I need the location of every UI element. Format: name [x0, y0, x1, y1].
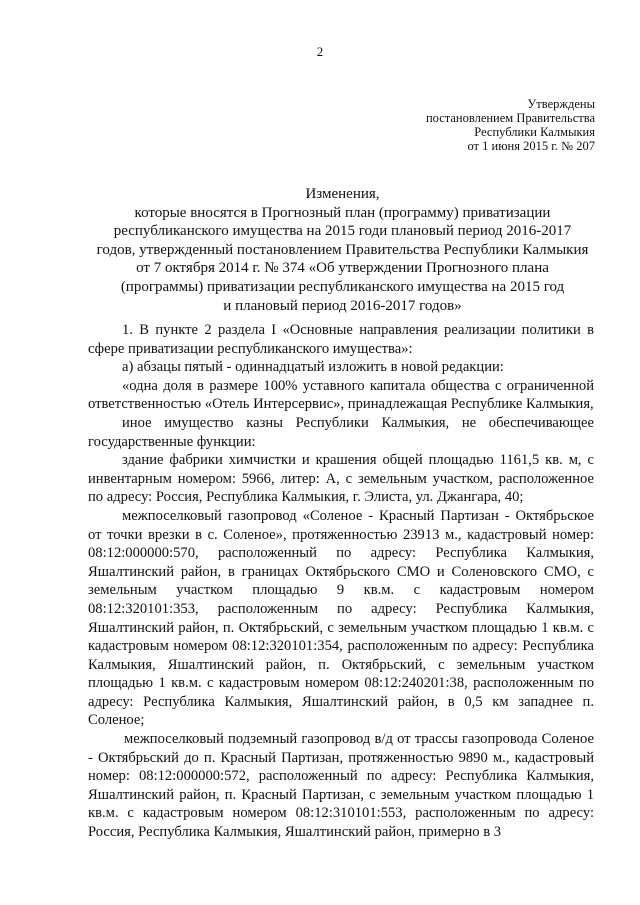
title-line: от 7 октября 2014 г. № 374 «Об утверждении Прогнозного плана	[136, 260, 549, 277]
page-number: 2	[316, 44, 324, 59]
paragraph: «одна доля в размере 100% уставного капитала общества с ограниченной ответственностью «Отель Интерсервис», принадлежащая Республике Калмыкия,	[88, 377, 594, 413]
paragraph: межпоселковый подземный газопровод в/д от трассы газопровода Соленое - Октябрьский до п. Красный Партизан, протяженностью 9890 м., кадастровый номер: 08:12:000000:572, расположенный по адресу: Республика Калмыкия, Яшалтинский район, п. Красный Партизан, с земельным участком площадью 1 кв.м. с кадастровым номером 08:12:310101:553, расположенным по адресу: Россия, Республика Калмыкия, Яшалтинский район, примерно в 3	[88, 731, 594, 841]
paragraph: иное имущество казны Республики Калмыкия, не обеспечивающее государственные функции:	[88, 414, 594, 450]
paragraph: а) абзацы пятый - одиннадцатый изложить в новой редакции:	[122, 359, 504, 376]
approval-line: Утверждены	[527, 97, 595, 111]
document-title	[95, 185, 590, 315]
approval-line: от 1 июня 2015 г. № 207	[467, 139, 595, 153]
title-line: республиканского имущества на 2015 годи плановый период 2016-2017	[113, 223, 572, 240]
approval-line: Республики Калмыкия	[474, 125, 595, 139]
document-body	[88, 321, 594, 842]
paragraph: 1. В пункте 2 раздела I «Основные направления реализации политики в сфере приватизации республиканского имущества»:	[88, 322, 594, 357]
title-line: годов, утвержденный постановлением Правительства Республики Калмыкия	[96, 241, 589, 258]
paragraph: межпоселковый газопровод «Соленое - Красный Партизан - Октябрьское от точки врезки в с. Соленое», протяженностью 23913 м., кадастровый номер: 08:12:000000:570, расположенный по адресу: Республика Калмыкия, Яшалтинский район, в границах Октябрьского СМО и Соленовского СМО, с земельным участком площадью 9 кв.м. с кадастровым номером 08:12:320101:353, расположенным по адресу: Республика Калмыкия, Яшалтинский район, п. Октябрьский, с земельным участком площадью 1 кв.м. с кадастровым номером 08:12:320101:354, расположенным по адресу: Республика Калмыкия, Яшалтинский район, п. Октябрьский, с земельным участком площадью 1 кв.м. с кадастровым номером 08:12:240201:38, расположенным по адресу: Республика Калмыкия, Яшалтинский район, в 0,5 км западнее п. Соленое;	[88, 507, 594, 729]
approval-stamp	[426, 97, 595, 153]
title-line: (программы) приватизации республиканского имущества на 2015 год	[120, 278, 565, 295]
paragraph: здание фабрики химчистки и крашения общей площадью 1161,5 кв. м, с инвентарным номером: 5966, литер: А, с земельным участком, расположенное по адресу: Россия, Республика Калмыкия, г. Элиста, ул. Джангара, 40;	[88, 452, 594, 506]
title-line: которые вносятся в Прогнозный план (программу) приватизации	[134, 204, 551, 221]
title-heading: Изменения,	[305, 186, 380, 202]
title-line: и плановый период 2016-2017 годов»	[223, 297, 462, 314]
approval-line: постановлением Правительства	[425, 111, 595, 125]
